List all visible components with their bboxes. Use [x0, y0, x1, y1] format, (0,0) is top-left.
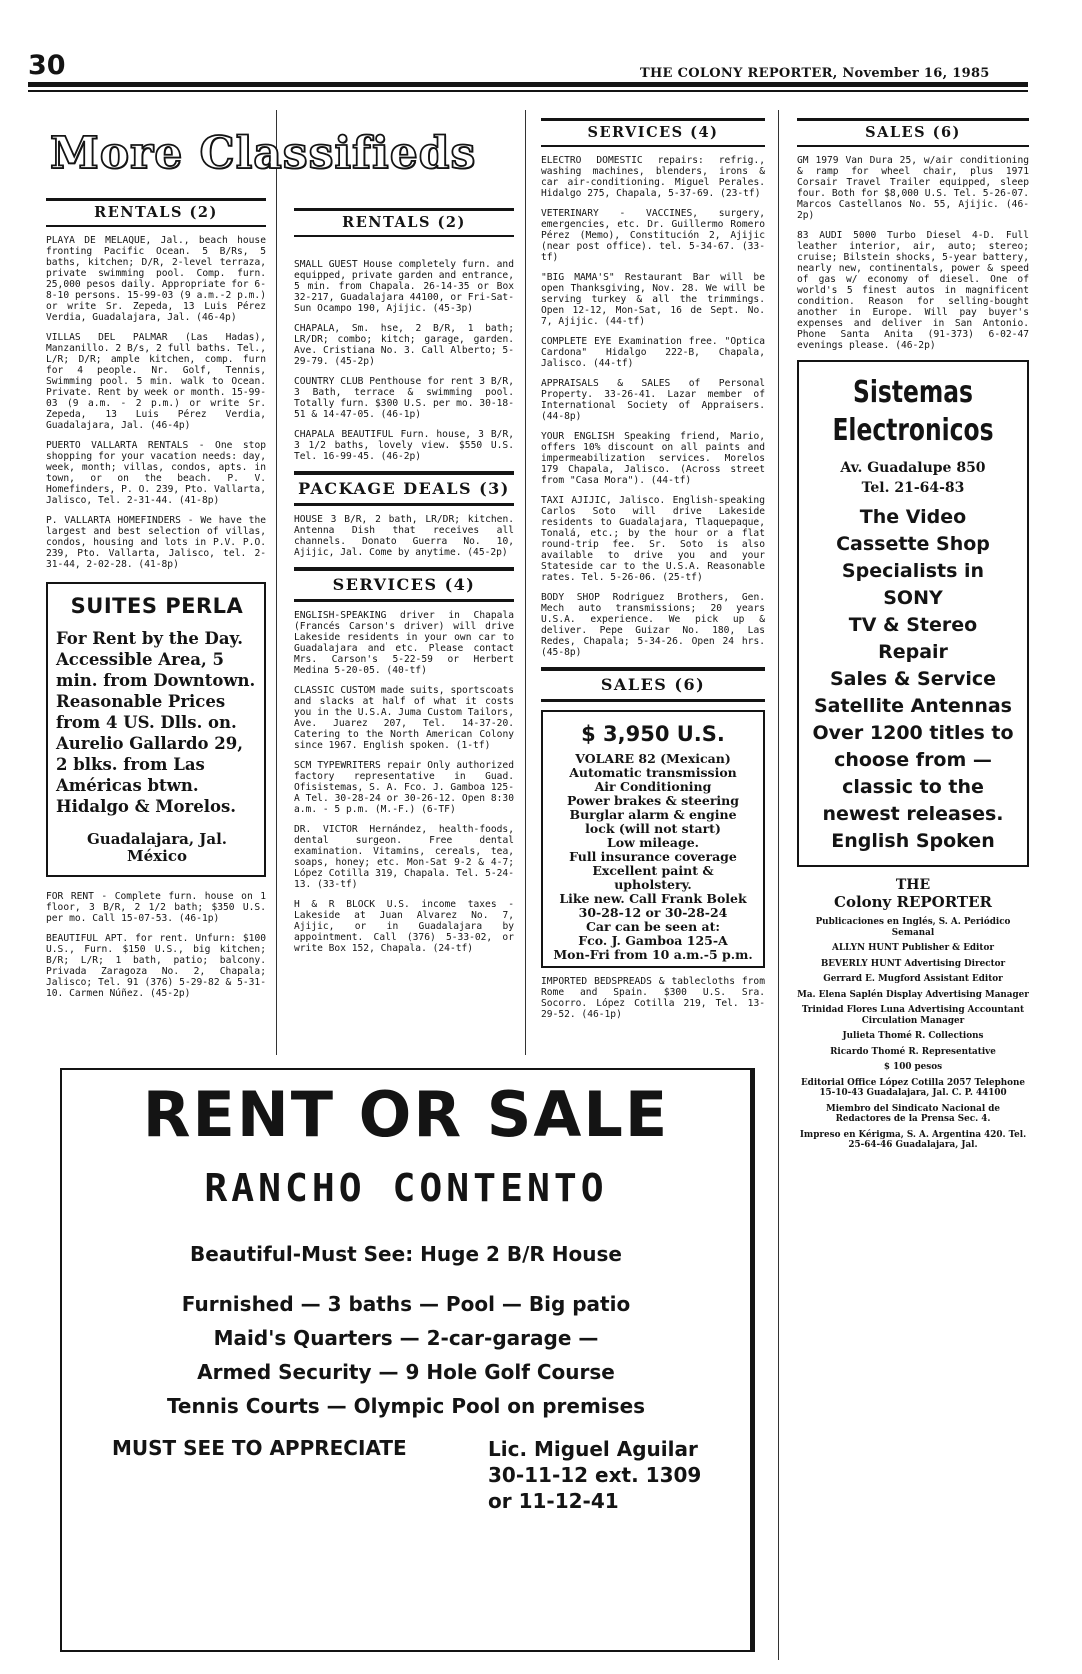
section-heading: SALES (6)	[541, 667, 765, 702]
sistemas-line: TV & Stereo	[848, 614, 978, 636]
column-divider	[778, 110, 779, 1660]
masthead-entry: Ma. Elena Saplén Display Advertising Manager	[797, 989, 1029, 1000]
classified-ad: P. VALLARTA HOMEFINDERS - We have the largest and best selection of villas, condos, housing and lots in P.V. P.O. 239, Pto. Vallarta, Jalisco, tel. 2-31-44, 2-02-28. (41-8p)	[46, 515, 266, 570]
section-heading: PACKAGE DEALS (3)	[294, 471, 514, 506]
car-line: Car can be seen at:	[585, 919, 721, 934]
suites-perla-location	[56, 831, 258, 865]
contact-phone-alt: or 11-12-41	[488, 1489, 619, 1513]
classified-ad: TAXI AJIJIC, Jalisco. English-speaking Carlos Soto will drive Lakeside residents to Guadalajara, Tlaquepaque, Tonalá, etc.; by the hour or a flat round-trip fee. Sr. Soto is also available to drive you and your Stateside car to the U.S.A. Reasonable rates. Tel. 5-26-06. (25-tf)	[541, 495, 765, 583]
masthead-entry: Gerrard E. Mugford Assistant Editor	[823, 974, 1003, 984]
ad-line: Tennis Courts — Olympic Pool on premises	[166, 1394, 646, 1418]
car-line: Excellent paint &	[592, 863, 714, 878]
rancho-contento-ad	[60, 1068, 755, 1652]
sistemas-title: Electronicos	[832, 413, 994, 448]
rancho-contento-subtitle: RANCHO CONTENTO	[204, 1166, 608, 1210]
suites-perla-ad	[46, 582, 266, 877]
classified-ad: SMALL GUEST House completely furn. and equipped, private garden and entrance, 5 min. from Chapala. 26-14-35 or Box 32-217, Guadalajara 44100, or Fri-Sat-Sun Ocampo 190, Ajijic. (45-3p)	[294, 259, 514, 314]
classified-ad: VILLAS DEL PALMAR (Las Hadas), Manzanillo. 2 B/s, 2 full baths. Tel., L/R; D/R; ample kitchen, comp. furn for 4 people. Nr. Golf, Tennis, Swimming pool. 5 min. walk to Ocean. Private. Rent by week or month. 15-99-03 (9 a.m. - 2 p.m.) or write Sr. Zepeda, 13 Luis Pérez Verdia, Guadalajara, Jal. (46-4p)	[46, 332, 266, 431]
sistemas-line: Over 1200 titles to	[812, 722, 1014, 744]
car-line: upholstery.	[614, 877, 692, 892]
masthead-entry: Publicaciones en Inglés, S. A. Periódico Semanal	[815, 917, 1011, 938]
masthead-entry: Julieta Thomé R. Collections	[842, 1031, 984, 1041]
classified-ad: IMPORTED BEDSPREADS & tablecloths from Rome and Spain. $300 U.S. Sra. Socorro. López Cotilla 219, Tel. 13-29-52. (46-1p)	[541, 976, 765, 1020]
sistemas-line: newest releases.	[822, 803, 1004, 825]
sistemas-line: Satellite Antennas	[814, 695, 1012, 717]
classified-ad: GM 1979 Van Dura 25, w/air conditioning & ramp for wheel chair, plus 1971 Corsair Travel Trailer equipped, sleep four. Both for $8,000 U.S. Tel. 5-26-07. Marcos Castellanos No. 55, Ajijic. (46-2p)	[797, 155, 1029, 221]
car-line: Low mileage.	[606, 835, 700, 850]
suites-perla-text: For Rent by the Day. Accessible Area, 5 min. from Downtown. Reasonable Prices from 4 US. Dlls. on. Aurelio Gallardo 29, 2 blks. from Las Américas btwn. Hidalgo & Morelos.	[56, 629, 256, 816]
suites-perla-city: Guadalajara, Jal.	[86, 830, 227, 848]
column-4	[797, 112, 1029, 1156]
classified-ad: 83 AUDI 5000 Turbo Diesel 4-D. Full leather interior, air, auto; stereo; cruise; Bilstein shocks, 5-year battery, nearly new, continentals, power & speed of gas w/ economy of diesel. One of world's 5 finest autos in magnificent condition. Reason for selling-bought another in Europe. Will pay buyer's expenses and deliver in San Antonio. Phone Santa Anita (91-373) 6-02-47 evenings please. (46-2p)	[797, 230, 1029, 351]
rent-or-sale-title: RENT OR SALE	[142, 1078, 670, 1151]
section-heading: SALES (6)	[797, 118, 1029, 147]
masthead-entry: Ricardo Thomé R. Representative	[830, 1046, 996, 1057]
sistemas-address: Av. Guadalupe 850	[840, 460, 986, 476]
sistemas-line: SONY	[883, 587, 943, 609]
classified-ad: DR. VICTOR Hernández, health-foods, dental surgeon. Free dental examination. Vitamins, cereals, tea, soaps, honey; etc. Mon-Sat 9-2 & 4-7; López Cotilla 319, Chapala. Tel. 5-24-13. (33-tf)	[294, 824, 514, 890]
car-line: Automatic transmission	[569, 765, 737, 780]
contact-name: Lic. Miguel Aguilar	[488, 1437, 698, 1461]
running-title: THE COLONY REPORTER, November 16, 1985	[640, 66, 990, 81]
sistemas-line: Repair	[878, 641, 948, 663]
masthead-entry: Impreso en Kérigma, S. A. Argentina 420. Tel. 25-64-46 Guadalajara, Jal.	[799, 1129, 1027, 1150]
contact-phone: 30-11-12 ext. 1309	[488, 1463, 702, 1487]
ad-line: Beautiful-Must See: Huge 2 B/R House	[190, 1242, 622, 1266]
column-2	[294, 202, 514, 963]
classified-ad: VETERINARY - VACCINES, surgery, emergencies, etc. Dr. Guillermo Romero Pérez (Memo), Constitución 2, Ajijic (near post office). tel. 5-34-67. (33-tf)	[541, 208, 765, 263]
masthead-entry: BEVERLY HUNT Advertising Director	[820, 958, 1006, 969]
ad-line: Maid's Quarters — 2-car-garage —	[213, 1326, 599, 1350]
ad-line: Armed Security — 9 Hole Golf Course	[197, 1360, 615, 1384]
classified-ad: FOR RENT - Complete furn. house on 1 floor, 3 B/R, 2 1/2 bath; $350 U.S. per mo. Call 15-07-53. (46-1p)	[46, 891, 266, 924]
classified-ad: CLASSIC CUSTOM made suits, sportscoats and slacks at half of what it costs you in the U.S.A. Juma Custom Tailors, Ave. Juarez 207, Tel. 14-37-20. Catering to the North American Colony since 1967. English spoken. (1-tf)	[294, 685, 514, 751]
column-3	[541, 112, 765, 1029]
classified-ad: PUERTO VALLARTA RENTALS - One stop shopping for your vacation needs: day, week, month; villas, condos, apts. in town, or on the beach. P. V. Homefinders, P. O. 239, Pto. Vallarta, Jalisco, Tel. 2-31-44. (41-8p)	[46, 440, 266, 506]
sistemas-line: Sales & Service	[830, 668, 996, 690]
ad-line: Furnished — 3 baths — Pool — Big patio	[181, 1292, 631, 1316]
section-heading: RENTALS (2)	[294, 208, 514, 237]
suites-perla-country: México	[127, 847, 187, 865]
car-line: Like new. Call Frank Bolek	[559, 891, 747, 906]
sistemas-line: The Video	[859, 506, 967, 528]
classified-ad: COMPLETE EYE Examination free. "Optica Cardona" Hidalgo 222-B, Chapala, Jalisco. (44-tf)	[541, 336, 765, 369]
top-rule-thin	[28, 90, 1028, 92]
classified-ad: HOUSE 3 B/R, 2 bath, LR/DR; kitchen. Antenna Dish that receives all channels. Donato Guerra No. 10, Ajijic, Jal. Come by anytime. (45-2p)	[294, 514, 514, 558]
column-divider	[276, 110, 277, 1055]
masthead-name: Colony REPORTER	[834, 893, 992, 911]
masthead-the: THE	[895, 877, 931, 893]
car-line: 30-28-12 or 30-28-24	[578, 905, 728, 920]
suites-perla-title: SUITES PERLA	[70, 594, 244, 618]
car-line: Burglar alarm & engine	[569, 807, 737, 822]
sistemas-electronicos-ad	[797, 360, 1029, 867]
car-line: Fco. J. Gamboa 125-A	[578, 933, 728, 948]
classified-ad: BODY SHOP Rodriguez Brothers, Gen. Mech auto transmissions; 20 years U.S.A. experience. We pick up & deliver. Pepe Guizar No. 180, Las Redes, Chapala; 5-34-26. Open 24 hrs. (45-8p)	[541, 592, 765, 658]
volare-car-ad	[541, 710, 765, 968]
column-1	[46, 192, 266, 1008]
sistemas-line: classic to the	[842, 776, 984, 798]
page-headline: More Classifieds	[50, 128, 477, 179]
car-line: Mon-Fri from 10 a.m.-5 p.m.	[553, 947, 753, 962]
car-line: lock (will not start)	[585, 821, 721, 836]
section-heading: SERVICES (4)	[541, 118, 765, 147]
classified-ad: SCM TYPEWRITERS repair Only authorized factory representative in Guad. Ofisistemas, S. A. Fco. J. Gamboa 125-A Tel. 30-28-24 or 30-26-12. Open 8:30 a.m. - 5 p.m. (M.-F.) (6-TF)	[294, 760, 514, 815]
classified-ad: APPRAISALS & SALES of Personal Property. 33-26-41. Lazar member of International Society of Appraisers. (44-8p)	[541, 378, 765, 422]
sistemas-title: Sistemas	[853, 375, 973, 410]
classified-ad: CHAPALA BEAUTIFUL Furn. house, 3 B/R, 3 1/2 baths, lovely view. $550 U.S. Tel. 16-99-45. (46-2p)	[294, 429, 514, 462]
car-line: VOLARE 82 (Mexican)	[575, 751, 731, 766]
classified-ad: "BIG MAMA'S" Restaurant Bar will be open Thanksgiving, Nov. 28. We will be serving turkey & all the trimmings. Open 12-12, Mon-Sat, 16 de Sept. No. 7, Ajijic. (44-tf)	[541, 272, 765, 327]
sistemas-line: choose from —	[834, 749, 992, 771]
car-line: Power brakes & steering	[567, 793, 739, 808]
classified-ad: CHAPALA, Sm. hse, 2 B/R, 1 bath; LR/DR; combo; kitch; garage, garden. Ave. Cristiana No. 3. Call Alberto; 5-29-79. (45-2p)	[294, 323, 514, 367]
car-line: Air Conditioning	[594, 779, 712, 794]
column-divider	[525, 110, 526, 1055]
contact-block	[488, 1436, 701, 1514]
masthead-entry: Miembro del Sindicato Nacional de Redactores de la Prensa Sec. 4.	[825, 1103, 1001, 1124]
page-number: 30	[28, 50, 66, 81]
classified-ad: PLAYA DE MELAQUE, Jal., beach house fronting Pacific Ocean. 5 B/Rs, 5 baths, kitchen; D/R, 2-level terraza, private swimming pool. Comp. furn. 25,000 pesos daily. Appropriate for 6-8-10 persons. 15-99-03 (9 a.m.-2 p.m.) or write Sr. Zepeda, 13 Luis Pérez Verdia, Guadalajara, Jal. (46-4p)	[46, 235, 266, 323]
top-rule	[28, 82, 1028, 87]
classified-ad: ELECTRO DOMESTIC repairs: refrig., washing machines, blenders, irons & car air-conditioning. Miguel Perales. Hidalgo 275, Chapala, 5-37-69. (23-tf)	[541, 155, 765, 199]
classified-ad: H & R BLOCK U.S. income taxes - Lakeside at Juan Alvarez No. 7, Ajijic, or in Guadalajara by appointment. Call (376) 5-33-02, or write Box 152, Chapala. (24-tf)	[294, 899, 514, 954]
classified-ad: ENGLISH-SPEAKING driver in Chapala (Francés Carson's driver) will drive Lakeside residents in your own car to Guadalajara and etc. Please contact Mrs. Carson's 5-22-59 or Herbert Medina 5-20-05. (40-tf)	[294, 610, 514, 676]
sistemas-phone: Tel. 21-64-83	[861, 480, 965, 496]
masthead	[797, 877, 1029, 1151]
sistemas-line: English Spoken	[831, 830, 995, 852]
classified-ad: COUNTRY CLUB Penthouse for rent 3 B/R, 3 Bath, terrace & swimming pool. Totally furn. $300 U.S. per mo. 30-18-51 & 14-47-05. (46-1p)	[294, 376, 514, 420]
section-heading: RENTALS (2)	[46, 198, 266, 227]
section-heading: SERVICES (4)	[294, 567, 514, 602]
masthead-entry: ALLYN HUNT Publisher & Editor	[832, 943, 994, 953]
masthead-entry: Editorial Office López Cotilla 2057 Telephone 15-10-43 Guadalajara, Jal. C. P. 44100	[800, 1077, 1026, 1098]
classified-ad: BEAUTIFUL APT. for rent. Unfurn: $100 U.S., Furn. $150 U.S., big kitchen; B/R; L/R; 1 bath, patio; balcony. Privada Zaragoza No. 2, Chapala; Jalisco; Tel. 91 (376) 5-29-82 & 5-31-10. Carmen Núñez. (45-2p)	[46, 933, 266, 999]
masthead-entry: $ 100 pesos	[883, 1062, 943, 1072]
classified-ad: YOUR ENGLISH Speaking friend, Mario, offers 10% discount on all paints and impermeabilization services. Morelos 179 Chapala, Jalisco. (Across street from "Casa Mora"). (44-tf)	[541, 431, 765, 486]
car-line: Full insurance coverage	[569, 849, 737, 864]
masthead-entry: Trinidad Flores Luna Advertising Accountant Circulation Manager	[801, 1005, 1025, 1026]
sistemas-line: Cassette Shop	[836, 533, 990, 555]
sistemas-line: Specialists in	[841, 560, 985, 582]
must-see-label: MUST SEE TO APPRECIATE	[112, 1436, 407, 1460]
car-price: $ 3,950 U.S.	[581, 722, 725, 746]
